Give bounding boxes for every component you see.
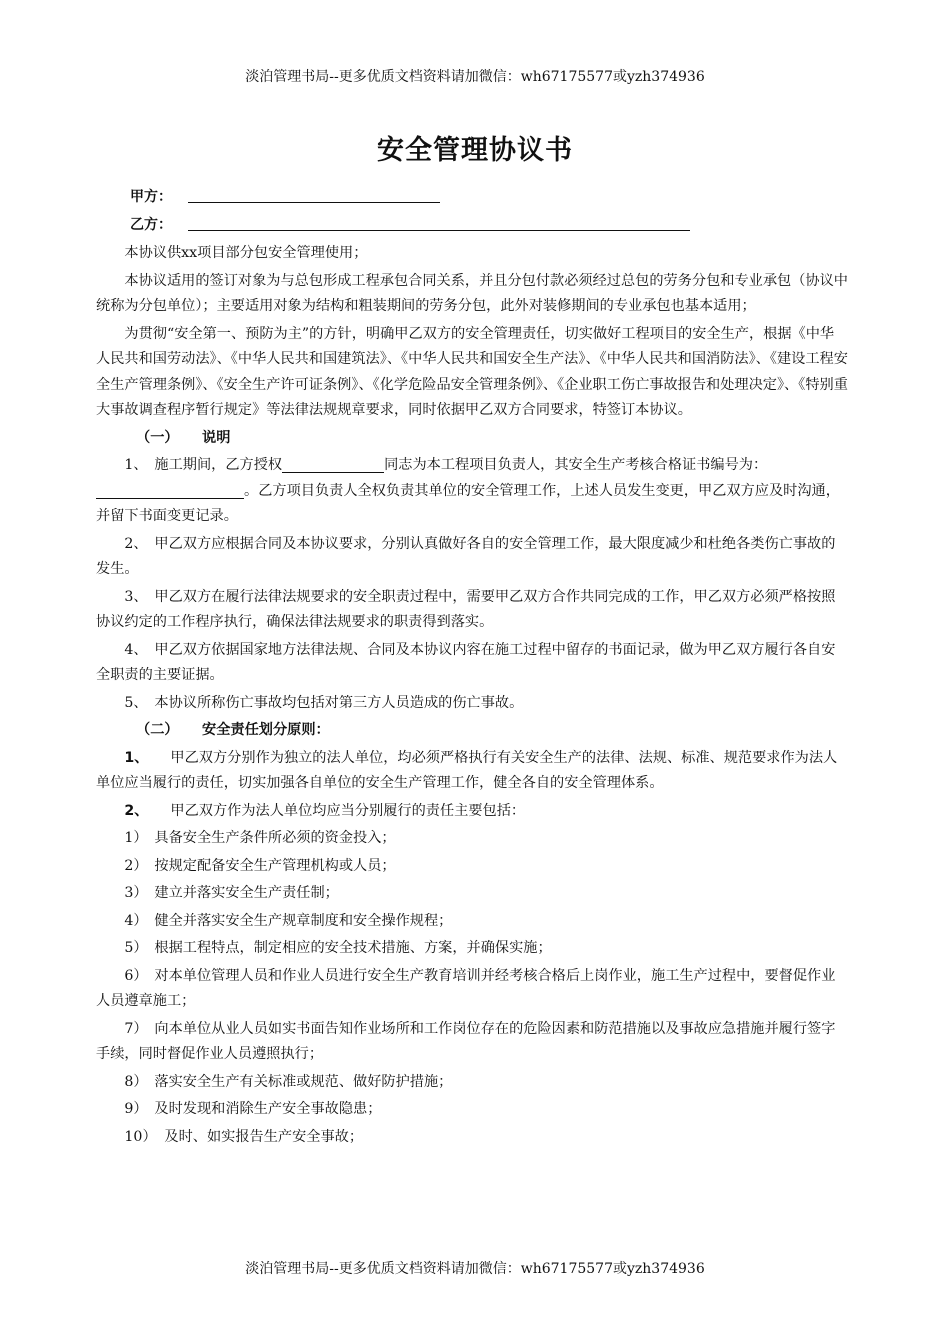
section-1-item — [96, 638, 848, 689]
section-2-title: 安全责任划分原则： — [202, 722, 330, 738]
item-text: 向本单位从业人员如实书面告知作业场所和工作岗位存在的危险因素和防范措施以及事故应急措施并履行签字手续，同时督促作业人员遵照执行； — [96, 1020, 836, 1062]
certificate-number-blank — [96, 480, 244, 499]
section-1-heading — [96, 426, 848, 452]
item-text: 甲乙双方分别作为独立的法人单位，均必须严格执行有关安全生产的法律、法规、标准、规范要求作为法人单位应当履行的责任，切实加强各自单位的安全生产管理工作，健全各自的安全管理体系。 — [96, 749, 838, 791]
item-text: 及时发现和消除生产安全事故隐患； — [154, 1101, 382, 1117]
section-2-item — [96, 799, 848, 825]
authorized-person-blank — [282, 454, 384, 473]
item-number: 10） — [124, 1128, 157, 1145]
item-text: 本协议所称伤亡事故均包括对第三方人员造成的伤亡事故。 — [154, 694, 524, 711]
page-header: 淡泊管理书局--更多优质文档资料请加微信：wh67175577或yzh374936 — [245, 69, 705, 85]
item-number: 8） — [124, 1073, 148, 1090]
responsibility-item — [96, 826, 848, 852]
item-text: 及时、如实报告生产安全事故； — [164, 1128, 364, 1145]
section-2-heading — [96, 718, 848, 744]
item-text: 甲乙双方作为法人单位均应当分别履行的责任主要包括： — [170, 802, 526, 819]
item-number: 2） — [124, 857, 148, 874]
party-b-blank — [188, 230, 690, 231]
page-footer: 淡泊管理书局--更多优质文档资料请加微信：wh67175577或yzh374936 — [245, 1261, 705, 1277]
responsibility-item — [96, 1017, 848, 1068]
item-number: 5） — [124, 940, 148, 956]
intro-paragraph: 本协议适用的签订对象为与总包形成工程承包合同关系，并且分包付款必须经过总包的劳务分包和专业承包（协议中统称为分包单位）；主要适用对象为结构和粗装期间的劳务分包，此外对装修期间的专业承包也基本适用； — [96, 272, 848, 314]
party-b-label: 乙方： — [130, 217, 172, 233]
intro-paragraph: 为贯彻“安全第一、预防为主”的方针，明确甲乙双方的安全管理责任，切实做好工程项目的安全生产，根据《中华人民共和国劳动法》、《中华人民共和国建筑法》、《中华人民共和国安全生产法》、《中华人民共和国消防法》、《建设工程安全生产管理条例》、《安全生产许可证条例》、《化学危险品安全管理条例》、《企业职工伤亡事故报告和处理决定》、《特别重大事故调查程序暂行规定》等法律法规规章要求，同时依据甲乙双方合同要求，特签订本协议。 — [96, 325, 848, 418]
item-text: 健全并落实安全生产规章制度和安全操作规程； — [154, 912, 453, 929]
item-text: 落实安全生产有关标准或规范、做好防护措施； — [154, 1073, 453, 1090]
section-1-item — [96, 532, 848, 583]
responsibility-item — [96, 1097, 848, 1123]
item-text: 甲乙双方应根据合同及本协议要求，分别认真做好各自的安全管理工作，最大限度减少和杜绝各类伤亡事故的发生。 — [96, 535, 836, 577]
section-1-item — [96, 691, 848, 717]
item-number: 9） — [124, 1101, 148, 1117]
item-number: 2、 — [124, 535, 148, 552]
party-a-blank — [188, 202, 440, 203]
document-body — [96, 241, 848, 1152]
item-text: 施工期间，乙方授权 — [154, 457, 283, 473]
item-text: 根据工程特点，制定相应的安全技术措施、方案，并确保实施； — [154, 940, 552, 956]
responsibility-item — [96, 1125, 848, 1151]
party-a-row — [130, 186, 172, 206]
responsibility-item — [96, 854, 848, 880]
responsibility-item — [96, 909, 848, 935]
item-text: 按规定配备安全生产管理机构或人员； — [154, 857, 396, 874]
item-number: 1、 — [124, 457, 148, 473]
item-number: 4） — [124, 912, 148, 929]
section-1-item — [96, 453, 848, 530]
responsibility-item — [96, 881, 848, 907]
item-text: 同志为本工程项目负责人，其安全生产考核合格证书编号为： — [384, 457, 768, 473]
item-number: 7） — [124, 1020, 148, 1037]
intro-paragraph: 本协议供xx项目部分包安全管理使用； — [124, 245, 368, 261]
document-title: 安全管理协议书 — [377, 135, 573, 166]
party-a-label: 甲方： — [130, 189, 172, 205]
section-2-item — [96, 746, 848, 797]
item-text: 建立并落实安全生产责任制； — [154, 885, 339, 901]
section-1-item — [96, 585, 848, 636]
item-number: 1） — [124, 830, 148, 846]
item-number: 3） — [124, 885, 148, 901]
section-1-title: 说明 — [202, 429, 231, 446]
item-text: 甲乙双方在履行法律法规要求的安全职责过程中，需要甲乙双方合作共同完成的工作，甲乙双方必须严格按照协议约定的工作程序执行，确保法律法规要求的职责得到落实。 — [96, 588, 836, 630]
responsibility-item — [96, 936, 848, 962]
responsibility-item — [96, 964, 848, 1015]
item-number: 5、 — [124, 694, 148, 711]
item-text: 甲乙双方依据国家地方法律法规、合同及本协议内容在施工过程中留存的书面记录，做为甲乙双方履行各自安全职责的主要证据。 — [96, 641, 836, 683]
party-b-row — [130, 214, 172, 234]
item-text: 具备安全生产条件所必须的资金投入； — [154, 830, 396, 846]
item-text: 。乙方项目负责人全权负责其单位的安全管理工作，上述人员发生变更，甲乙双方应及时沟通，并留下书面变更记录。 — [96, 482, 840, 524]
section-2-number: （二） — [136, 722, 179, 738]
section-1-number: （一） — [136, 429, 179, 446]
item-text: 对本单位管理人员和作业人员进行安全生产教育培训并经考核合格后上岗作业，施工生产过程中，要督促作业人员遵章施工； — [96, 967, 836, 1009]
item-number: 4、 — [124, 641, 148, 658]
item-number: 3、 — [124, 588, 148, 605]
item-number: 2、 — [124, 802, 149, 819]
item-number: 6） — [124, 967, 148, 984]
item-number: 1、 — [124, 749, 149, 766]
responsibility-item — [96, 1070, 848, 1096]
